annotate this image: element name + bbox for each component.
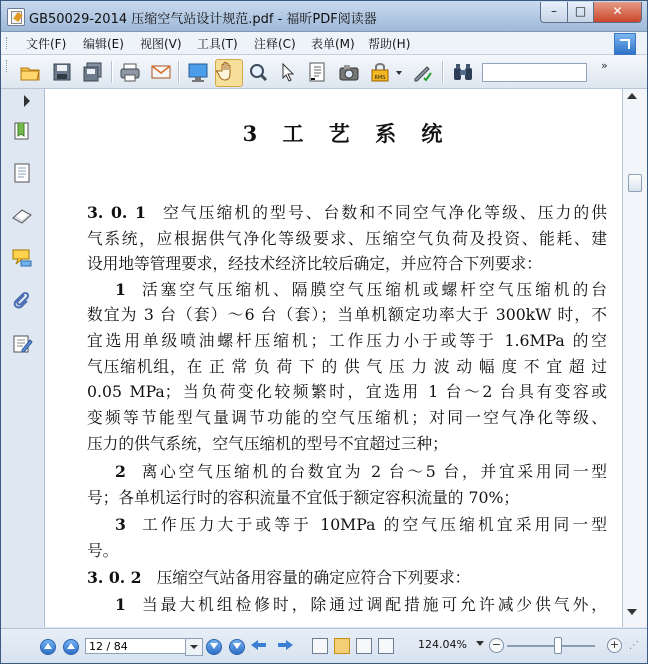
select-arrow-icon[interactable] xyxy=(277,61,299,83)
toolbar-separator xyxy=(178,61,180,83)
status-bar xyxy=(1,628,647,664)
clause-number: 3. 0. 2 xyxy=(87,568,142,587)
page-dropdown-icon[interactable] xyxy=(185,638,203,656)
layers-icon[interactable] xyxy=(11,205,33,227)
item-line xyxy=(87,512,607,537)
attachments-icon[interactable] xyxy=(11,290,33,312)
hand-icon xyxy=(216,60,238,82)
menu-tools[interactable]: 工具(T) xyxy=(197,37,238,51)
bookmarks-icon[interactable] xyxy=(11,120,33,142)
text-line: 号；各单机运行时的容积流量不宜低于额定容积流量的 70%； xyxy=(87,488,520,507)
maximize-button[interactable]: □ xyxy=(567,2,594,23)
item-number: 1 xyxy=(115,280,126,299)
menu-edit[interactable]: 编辑(E) xyxy=(83,37,124,51)
item-text: 离心空气压缩机的台数宜为 2 台～5 台，并宜采用同一型 xyxy=(138,462,607,481)
facing-view-icon[interactable] xyxy=(356,638,372,654)
single-page-view-icon[interactable] xyxy=(312,638,328,654)
rms-lock-icon[interactable] xyxy=(369,61,391,83)
rms-dropdown-icon[interactable] xyxy=(396,71,402,75)
menu-bar xyxy=(1,32,647,55)
foxit-app-icon xyxy=(7,8,25,26)
signatures-icon[interactable] xyxy=(11,333,33,355)
zoom-level[interactable]: 124.04% xyxy=(418,638,467,651)
clause-3-0-1-line xyxy=(87,200,607,225)
zoom-slider-thumb[interactable] xyxy=(554,637,562,654)
item-line xyxy=(87,592,607,617)
text-line: 设用地等管理要求，经技术经济比较后确定，并应符合下列要求： xyxy=(87,254,542,273)
main-toolbar xyxy=(1,55,647,89)
back-arrow-icon[interactable] xyxy=(251,638,267,652)
menu-view[interactable]: 视图(V) xyxy=(140,37,182,51)
vertical-scrollbar[interactable] xyxy=(622,89,647,627)
comments-icon[interactable] xyxy=(11,247,33,269)
scroll-down-icon[interactable] xyxy=(627,609,637,615)
text-line: 号。 xyxy=(87,541,119,560)
fullscreen-icon[interactable] xyxy=(614,33,636,55)
pages-thumbnail-icon[interactable] xyxy=(11,162,33,184)
svg-text:RMS: RMS xyxy=(374,75,386,81)
forward-arrow-icon[interactable] xyxy=(277,638,293,652)
toolbar-separator xyxy=(442,61,444,83)
open-folder-icon[interactable] xyxy=(19,61,41,83)
zoom-tool-icon[interactable] xyxy=(247,61,269,83)
continuous-view-icon[interactable] xyxy=(334,638,350,654)
previous-page-icon[interactable] xyxy=(63,639,79,655)
zoom-in-button[interactable]: + xyxy=(607,638,622,653)
item-text: 当最大机组检修时，除通过调配措施可允许减少供气外， xyxy=(138,595,607,614)
next-page-icon[interactable] xyxy=(206,639,222,655)
text-select-icon[interactable] xyxy=(306,61,328,83)
title-bar xyxy=(1,1,647,32)
toolbar-overflow-icon[interactable]: » xyxy=(601,59,608,72)
text-line: 变频等节能型气量调节功能的空气压缩机；对同一空气净化等级、 xyxy=(87,408,607,427)
first-page-icon[interactable] xyxy=(40,639,56,655)
section-heading: 3 工 艺 系 统 xyxy=(242,121,452,146)
window-title: GB50029-2014 压缩空气站设计规范.pdf - 福昕PDF阅读器 xyxy=(29,12,377,27)
text-line: 气压缩机组，在 正 常 负 荷 下 的 供 气 压 力 波 动 幅 度 不 宜 超 过 xyxy=(87,357,607,376)
document-view[interactable] xyxy=(45,89,622,627)
sign-pen-icon[interactable] xyxy=(411,61,433,83)
zoom-out-button[interactable]: − xyxy=(489,638,504,653)
scroll-thumb[interactable] xyxy=(628,174,642,192)
continuous-facing-view-icon[interactable] xyxy=(378,638,394,654)
email-icon[interactable] xyxy=(150,61,172,83)
minimize-button[interactable]: – xyxy=(540,2,568,23)
text-line: 宜选用单级喷油螺杆压缩机；工作压力小于或等于 1.6MPa 的空 xyxy=(87,331,607,350)
print-icon[interactable] xyxy=(119,61,141,83)
search-input[interactable] xyxy=(482,63,587,82)
menu-file[interactable]: 文件(F) xyxy=(26,37,67,51)
fullscreen-monitor-icon[interactable] xyxy=(187,61,209,83)
pdf-page xyxy=(87,89,607,627)
text-line: 气系统，应根据供气净化等级要求、压缩空气负荷及投资、能耗、建 xyxy=(87,229,607,248)
toolbar-separator xyxy=(111,61,113,83)
text-line: 0.05 MPa；当负荷变化较频繁时，宜选用 1 台～2 台具有变容或 xyxy=(87,382,607,401)
menu-help[interactable]: 帮助(H) xyxy=(368,37,411,51)
text-line: 压力的供气系统，空气压缩机的型号不宜超过三种； xyxy=(87,434,448,453)
clause-text: 压缩空气站备用容量的确定应符合下列要求： xyxy=(156,568,471,587)
navigation-sidebar xyxy=(1,89,45,627)
scroll-up-icon[interactable] xyxy=(627,93,637,99)
resize-grip-icon[interactable]: ⋰ xyxy=(629,640,638,651)
item-number: 1 xyxy=(115,595,126,614)
item-number: 2 xyxy=(115,462,126,481)
sidebar-expand-icon[interactable] xyxy=(24,95,30,107)
clause-3-0-2-line xyxy=(87,565,607,590)
snapshot-camera-icon[interactable] xyxy=(338,61,360,83)
zoom-slider[interactable] xyxy=(507,645,595,647)
item-text: 工作压力大于或等于 10MPa 的空气压缩机宜采用同一型 xyxy=(138,515,607,534)
toolbar-grip-icon xyxy=(6,60,10,72)
menu-comments[interactable]: 注释(C) xyxy=(254,37,296,51)
save-icon[interactable] xyxy=(51,61,73,83)
page-number-field[interactable]: 12 / 84 xyxy=(85,638,186,654)
binoculars-icon[interactable] xyxy=(452,61,474,83)
item-text: 活塞空气压缩机、隔膜空气压缩机或螺杆空气压缩机的台 xyxy=(138,280,607,299)
item-number: 3 xyxy=(115,515,126,534)
item-line xyxy=(87,277,607,302)
zoom-dropdown-icon[interactable] xyxy=(476,641,484,646)
clause-number: 3. 0. 1 xyxy=(87,203,146,222)
menu-forms[interactable]: 表单(M) xyxy=(311,37,355,51)
menu-grip-icon xyxy=(6,37,10,49)
text-line: 数宜为 3 台（套）～6 台（套）；当单机额定功率大于 300kW 时，不 xyxy=(87,305,607,324)
save-as-icon[interactable] xyxy=(82,61,104,83)
hand-tool-button[interactable] xyxy=(215,59,243,87)
last-page-icon[interactable] xyxy=(229,639,245,655)
clause-text: 空气压缩机的型号、台数和不同空气净化等级、压力的供 xyxy=(160,203,607,222)
close-button[interactable]: ✕ xyxy=(593,2,642,23)
item-line xyxy=(87,459,607,484)
